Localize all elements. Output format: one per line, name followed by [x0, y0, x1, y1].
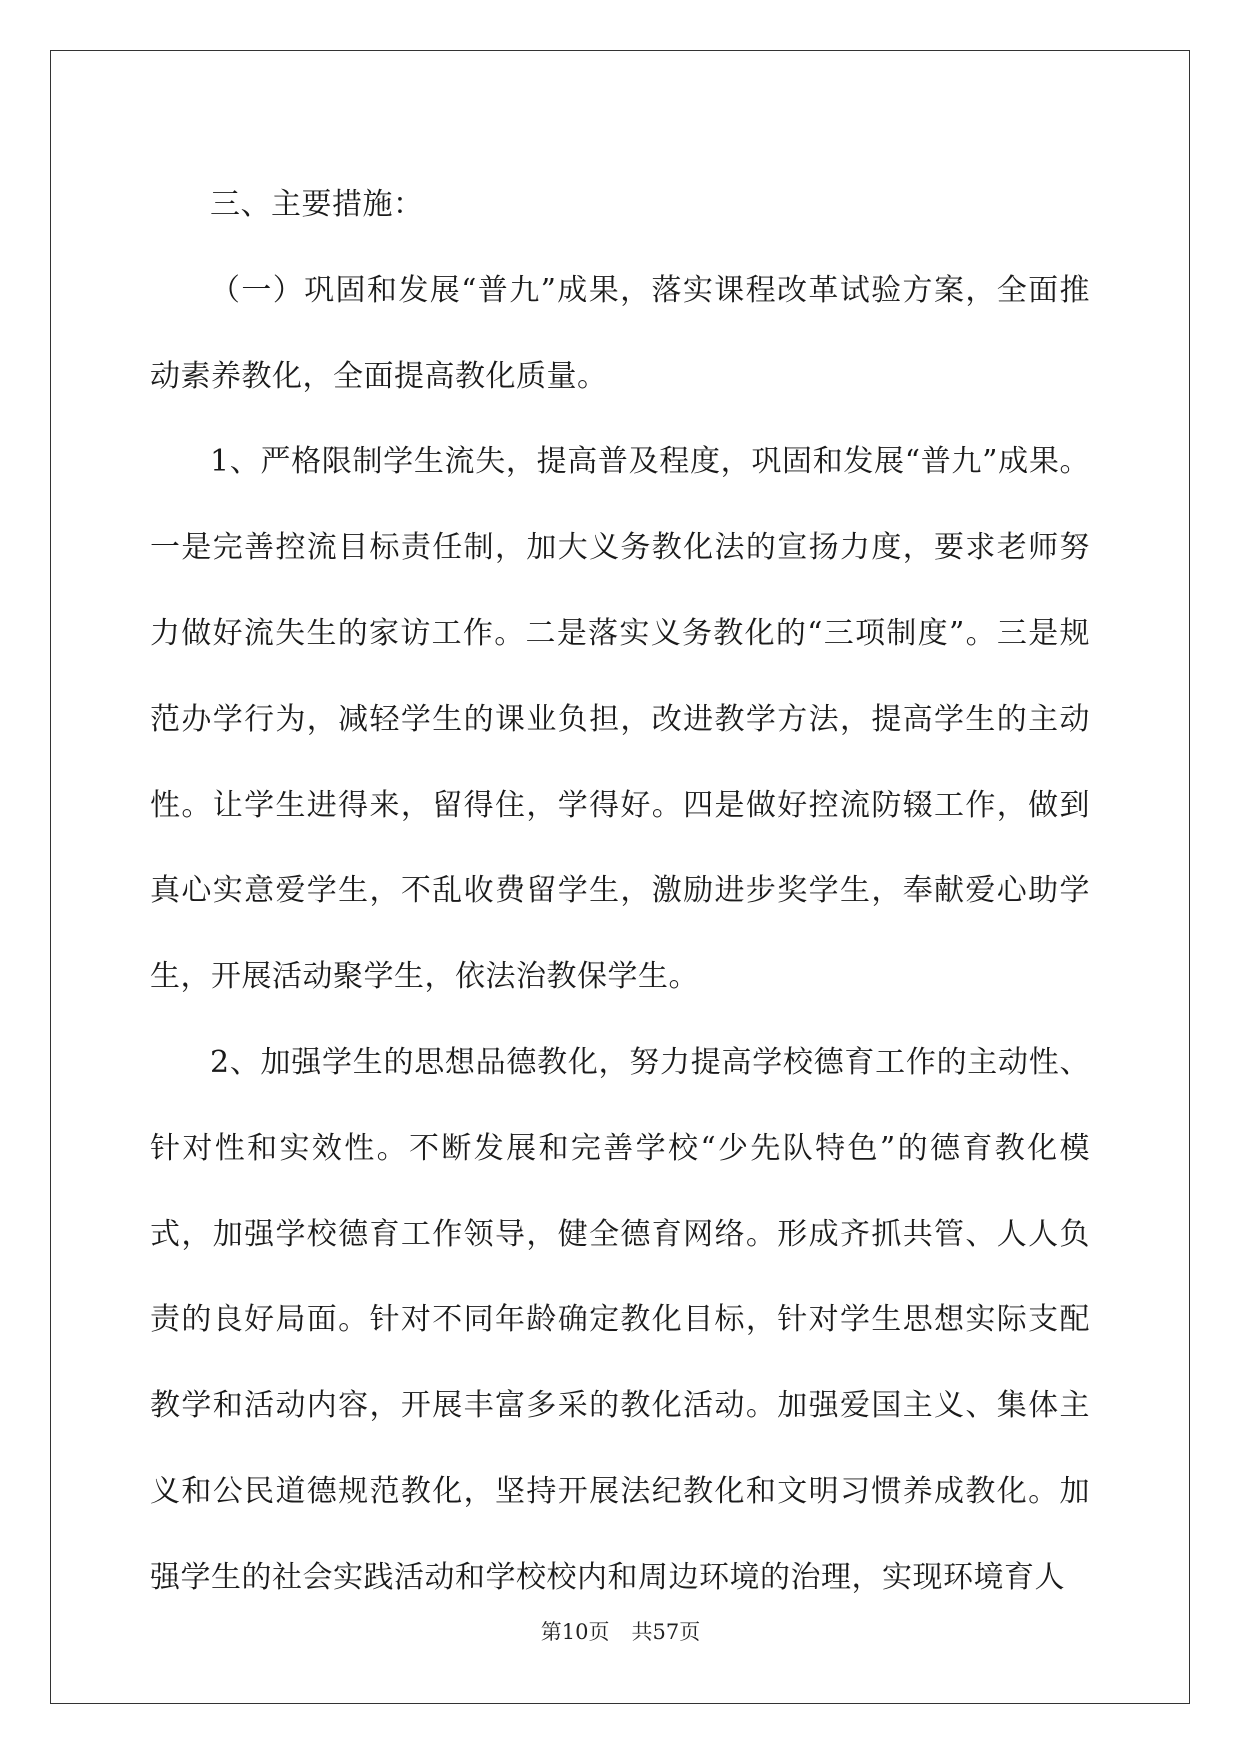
paragraph-1: （一）巩固和发展“普九”成果，落实课程改革试验方案，全面推动素养教化，全面提高教化质量。	[150, 272, 1090, 394]
paragraph-2: 1、严格限制学生流失，提高普及程度，巩固和发展“普九”成果。一是完善控流目标责任制，加大义务教化法的宣扬力度，要求老师努力做好流失生的家访工作。二是落实义务教化的“三项制度”。三是规范办学行为，减轻学生的课业负担，改进教学方法，提高学生的主动性。让学生进得来，留得住，学得好。四是做好控流防辍工作，做到真心实意爱学生，不乱收费留学生，激励进步奖学生，奉献爱心助学生，开展活动聚学生，依法治教保学生。	[150, 444, 1090, 995]
paragraph-3: 2、加强学生的思想品德教化，努力提高学校德育工作的主动性、针对性和实效性。不断发展和完善学校“少先队特色”的德育教化模式，加强学校德育工作领导，健全德育网络。形成齐抓共管、人人负责的良好局面。针对不同年龄确定教化目标，针对学生思想实际支配教学和活动内容，开展丰富多采的教化活动。加强爱国主义、集体主义和公民道德规范教化，坚持开展法纪教化和文明习惯养成教化。加强学生的社会实践活动和学校校内和周边环境的治理，实现环境育人	[150, 1044, 1090, 1595]
page-total: 共57页	[631, 1620, 701, 1644]
page-footer	[0, 1616, 1241, 1646]
page-number: 第10页	[540, 1620, 610, 1644]
section-heading: 三、主要措施：	[210, 187, 424, 222]
document-body	[150, 162, 1090, 1621]
